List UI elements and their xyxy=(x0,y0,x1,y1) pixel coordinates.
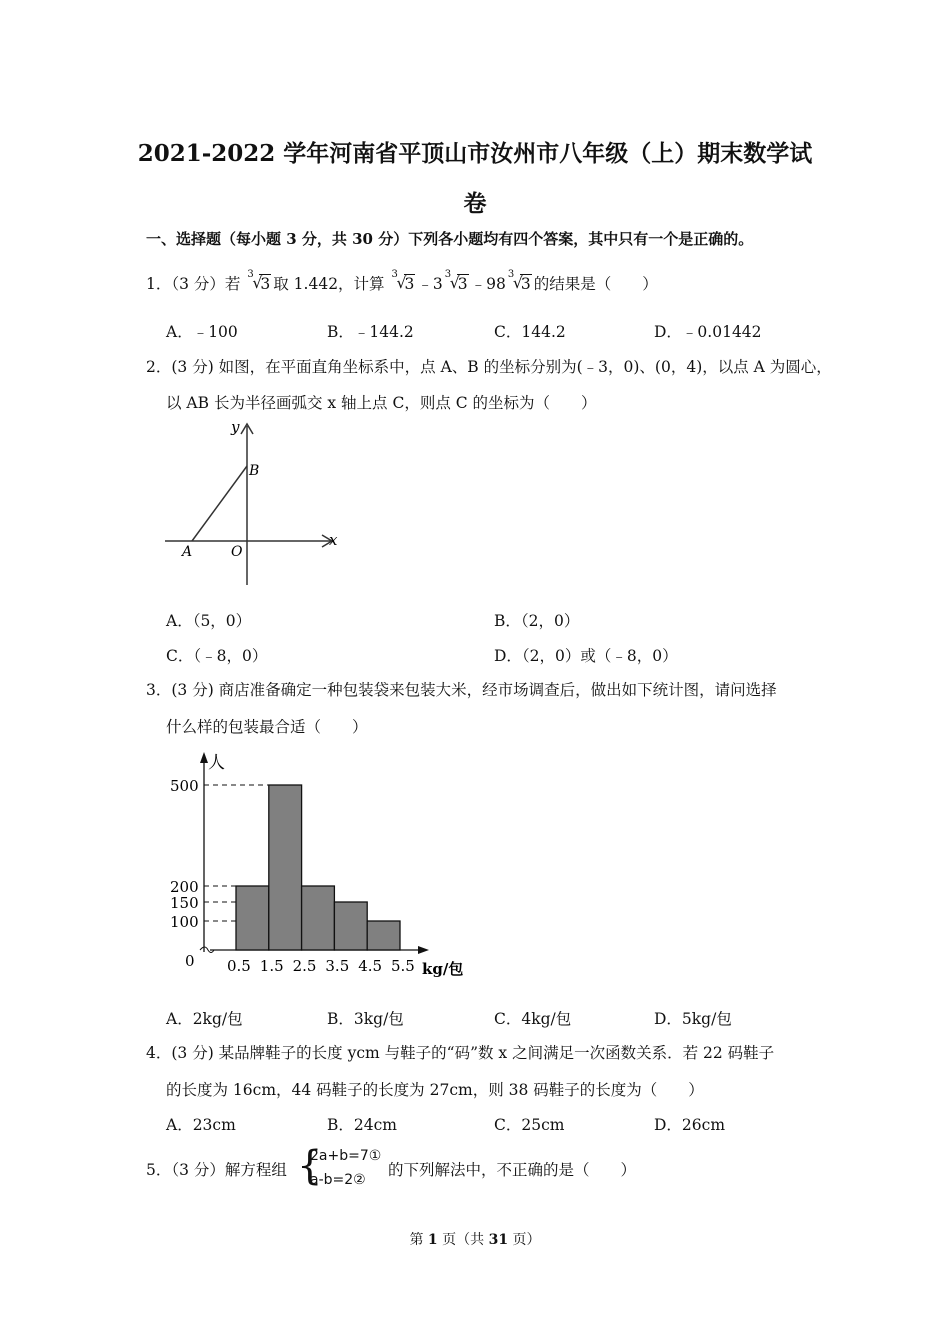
q1-option-a[interactable]: A．﹣100 xyxy=(166,323,238,341)
question-4-line-1: 4．(3 分) 某品牌鞋子的长度 ycm 与鞋子的“码”数 x 之间满足一次函数关系．若 22 码鞋子 xyxy=(146,1044,775,1062)
y-label: y xyxy=(231,418,240,436)
brace-icon: { xyxy=(297,1143,323,1189)
histogram-bar xyxy=(269,785,302,950)
q-text: 解方程组 xyxy=(224,1161,287,1179)
x-tick-label: 1.5 xyxy=(259,957,284,975)
q-text: 的结果是（ ） xyxy=(533,275,658,293)
y-tick-label: 0 xyxy=(185,952,195,970)
q3-option-a[interactable]: A．2kg/包 xyxy=(166,1010,243,1028)
q4-option-a[interactable]: A．23cm xyxy=(166,1116,236,1134)
question-3-line-1: 3．(3 分) 商店准备确定一种包装袋来包装大米，经市场调查后，做出如下统计图，请问选择 xyxy=(146,681,777,699)
q4-option-d[interactable]: D．26cm xyxy=(654,1116,726,1134)
x-tick-label: 5.5 xyxy=(391,957,415,975)
section-heading: 一、选择题（每小题 3 分，共 30 分）下列各小题均有四个答案，其中只有一个是正确的。 xyxy=(146,230,754,248)
question-5-tail: 的下列解法中，不正确的是（ ） xyxy=(388,1161,637,1179)
histogram-bar xyxy=(334,902,367,950)
q3-option-d[interactable]: D．5kg/包 xyxy=(654,1010,732,1028)
q1-option-d[interactable]: D．﹣0.01442 xyxy=(654,323,762,341)
equation-2: a-b=2② xyxy=(310,1172,366,1188)
y-tick-label: 200 xyxy=(170,878,199,896)
page-number: 1 xyxy=(427,1232,438,1248)
y-arrow-icon xyxy=(200,752,208,763)
question-4-line-2: 的长度为 16cm，44 码鞋子的长度为 27cm，则 38 码鞋子的长度为（ ） xyxy=(166,1081,704,1099)
radicand: √ 3 xyxy=(520,274,532,293)
question-2-line-2: 以 AB 长为半径画弧交 x 轴上点 C，则点 C 的坐标为（ ） xyxy=(166,394,597,412)
y-axis-label: 人 xyxy=(208,753,225,773)
q3-option-c[interactable]: C．4kg/包 xyxy=(494,1010,572,1028)
footer-text: 第 xyxy=(409,1232,428,1248)
question-5 xyxy=(146,1158,287,1180)
coef: ﹣3 xyxy=(417,275,443,293)
x-tick-label: 0.5 xyxy=(227,957,251,975)
histogram-bar xyxy=(236,886,269,950)
x-tick-label: 4.5 xyxy=(358,957,383,975)
root-index: 3 xyxy=(247,269,254,280)
radicand: √ 3 xyxy=(259,274,271,293)
x-arrow-icon xyxy=(418,946,429,954)
q-num: 5． xyxy=(146,1161,172,1179)
histogram-bar xyxy=(367,921,400,950)
q2-option-a[interactable]: A．（5，0） xyxy=(166,612,252,630)
footer-text: 页（共 xyxy=(437,1232,489,1248)
q-text: 若 xyxy=(224,275,241,293)
q3-option-b[interactable]: B．3kg/包 xyxy=(327,1010,404,1028)
y-tick-label: 500 xyxy=(170,777,199,795)
point-a-label: A xyxy=(182,544,193,560)
origin-label: O xyxy=(231,544,243,560)
root-index: 3 xyxy=(444,269,452,280)
radicand: √ 3 xyxy=(404,274,416,293)
q-text: 取 1.442，计算 xyxy=(273,275,385,293)
y-tick-label: 100 xyxy=(170,913,199,931)
root-index: 3 xyxy=(391,269,398,280)
point-b-label: B xyxy=(249,463,260,479)
q-score: （3 分） xyxy=(171,1161,225,1179)
equation-1: 2a+b=7① xyxy=(310,1148,382,1164)
q1-option-b[interactable]: B．﹣144.2 xyxy=(327,323,414,341)
title-line-2: 卷 xyxy=(463,190,487,217)
q2-option-d[interactable]: D．（2，0）或（﹣8，0） xyxy=(494,647,678,665)
radicand: √ 3 xyxy=(457,274,469,293)
q1-option-c[interactable]: C．144.2 xyxy=(494,323,566,341)
q-score: （3 分） xyxy=(171,275,225,293)
q4-option-b[interactable]: B．24cm xyxy=(327,1116,397,1134)
q4-option-c[interactable]: C．25cm xyxy=(494,1116,565,1134)
question-2-line-1: 2．(3 分) 如图，在平面直角坐标系中，点 A、B 的坐标分别为(﹣3，0)、(0，4)，以点 A 为圆心， xyxy=(146,358,832,376)
x-tick-label: 3.5 xyxy=(325,957,350,975)
page-footer xyxy=(0,1229,950,1249)
x-axis-label: kg/包 xyxy=(422,960,464,978)
question-3-line-2: 什么样的包装最合适（ ） xyxy=(166,718,368,736)
x-label: x xyxy=(329,531,338,549)
q2-option-b[interactable]: B．（2，0） xyxy=(494,612,580,630)
q2-option-c[interactable]: C．（﹣8，0） xyxy=(166,647,268,665)
page-total: 31 xyxy=(488,1232,509,1248)
root-index: 3 xyxy=(507,269,515,280)
y-tick-label: 150 xyxy=(170,894,199,912)
title-line-1: 2021-2022 学年河南省平顶山市汝州市八年级（上）期末数学试 xyxy=(137,140,813,167)
x-tick-label: 2.5 xyxy=(292,957,317,975)
q-num: 1． xyxy=(146,275,172,293)
coef: ﹣98 xyxy=(470,275,506,293)
footer-text: 页） xyxy=(508,1232,541,1248)
histogram-bar xyxy=(302,886,335,950)
